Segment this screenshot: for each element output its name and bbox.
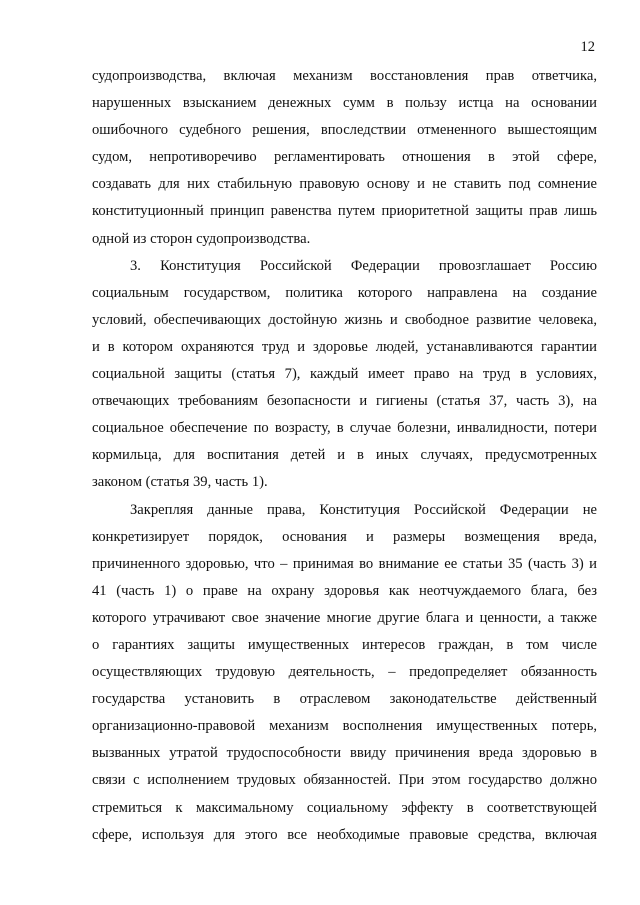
document-body (92, 63, 597, 849)
text-line: 3. Конституция Российской Федерации провозглашает Россию (130, 257, 597, 274)
text-line: сфере, используя для этого все необходимые правовые средства, включая (92, 826, 597, 843)
text-line: отвечающих требованиям безопасности и гигиены (статья 37, часть 3), на (92, 393, 597, 410)
text-line: государства установить в отраслевом законодательстве действенный (92, 691, 597, 708)
text-line: стремиться к максимальному социальному эффекту в соответствующей (92, 799, 597, 816)
text-line: вызванных утратой трудоспособности ввиду причинения вреда здоровью в (92, 745, 597, 762)
text-line: социальным государством, политика которого направлена на создание (92, 284, 597, 301)
text-line: Закрепляя данные права, Конституция Российской Федерации не (130, 501, 597, 518)
text-line: создавать для них стабильную правовую основу и не ставить под сомнение (92, 176, 597, 193)
text-line: организационно-правовой механизм восполнения имущественных потерь, (92, 718, 597, 735)
text-line: которого утрачивают свое значение многие другие блага и ценности, а также (92, 609, 597, 626)
text-line: связи с исполнением трудовых обязанностей. При этом государство должно (92, 772, 597, 789)
text-line: осуществляющих трудовую деятельность, – предопределяет обязанность (92, 664, 597, 681)
text-line: причиненного здоровью, что – принимая во внимание ее статьи 35 (часть 3) и (92, 555, 597, 572)
paragraph (92, 63, 597, 253)
text-line: конкретизирует порядок, основания и размеры возмещения вреда, (92, 528, 597, 545)
text-line: нарушенных взысканием денежных сумм в пользу истца на основании (92, 95, 597, 112)
text-line: ошибочного судебного решения, впоследствии отмененного вышестоящим (92, 122, 597, 139)
text-line: законом (статья 39, часть 1). (92, 474, 268, 491)
text-line: 41 (часть 1) о праве на охрану здоровья как неотчуждаемого блага, без (92, 582, 597, 599)
text-line: судопроизводства, включая механизм восстановления прав ответчика, (92, 68, 597, 84)
text-line: одной из сторон судопроизводства. (92, 230, 311, 247)
text-line: конституционный принцип равенства путем приоритетной защиты прав лишь (92, 203, 597, 220)
paragraph (92, 253, 597, 497)
page-number: 12 (580, 39, 595, 55)
text-line: о гарантиях защиты имущественных интересов граждан, в том числе (92, 636, 597, 653)
text-line: условий, обеспечивающих достойную жизнь и свободное развитие человека, (92, 311, 597, 328)
text-line: и в котором охраняются труд и здоровье людей, устанавливаются гарантии (92, 338, 597, 355)
text-line: судом, непротиворечиво регламентировать отношения в этой сфере, (92, 149, 597, 166)
text-line: социальной защиты (статья 7), каждый имеет право на труд в условиях, (92, 366, 597, 383)
text-line: кормильца, для воспитания детей и в иных случаях, предусмотренных (92, 447, 597, 464)
text-line: социальное обеспечение по возрасту, в случае болезни, инвалидности, потери (92, 420, 597, 437)
paragraph (92, 497, 597, 849)
